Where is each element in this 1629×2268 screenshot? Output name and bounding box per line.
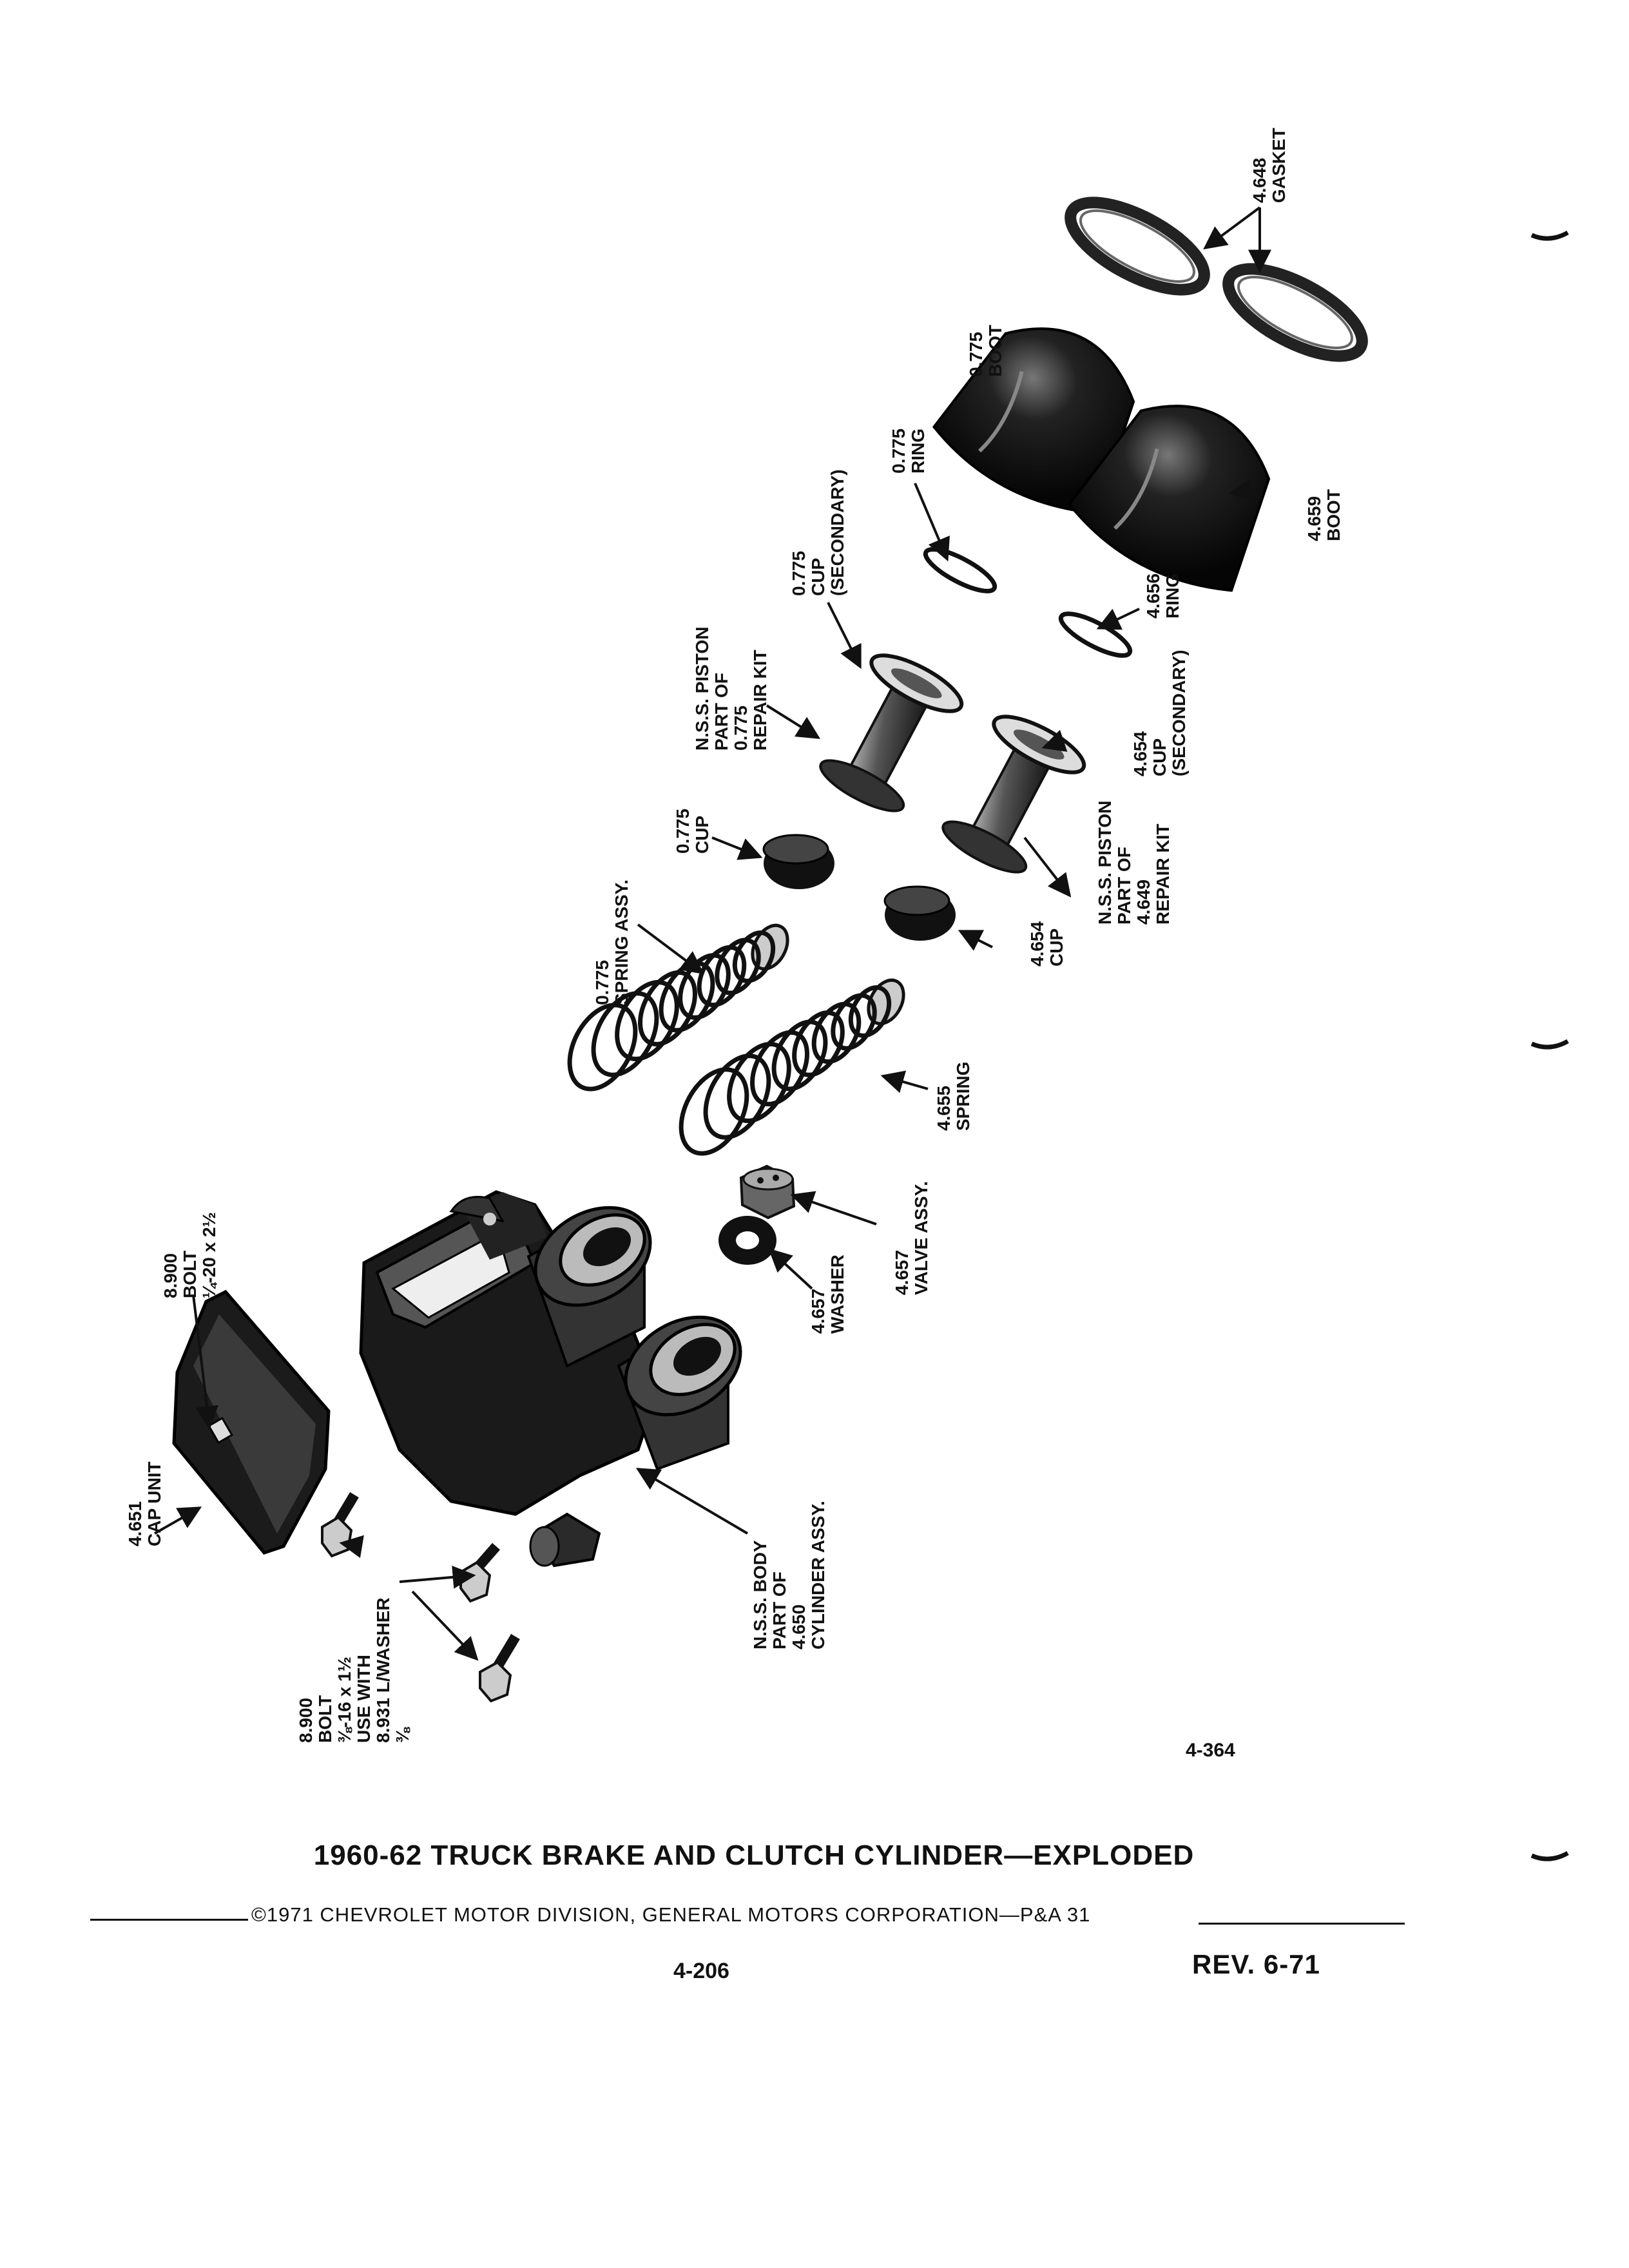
label-line: 4.655: [934, 1085, 954, 1131]
label-bolt-top: [161, 1212, 219, 1298]
label-spring-4655: [934, 1062, 973, 1131]
label-line: VALVE ASSY.: [911, 1181, 931, 1295]
label-cup-0775: [673, 809, 712, 854]
label-line: 0.775: [789, 550, 809, 596]
page-title: 1960-62 TRUCK BRAKE AND CLUTCH CYLINDER—EXPLODED: [313, 1840, 1195, 1871]
label-line: 4.650: [789, 1604, 809, 1649]
label-line: SPRING ASSY.: [612, 879, 631, 1005]
bolt-2: [461, 1546, 496, 1601]
label-line: CUP: [1150, 738, 1170, 776]
copyright-line: [90, 1902, 1327, 1930]
label-line: CYLINDER ASSY.: [808, 1501, 828, 1649]
edge-mark-3: [1530, 1849, 1569, 1869]
page-number: 4-206: [673, 1959, 729, 1983]
piston-upper: [811, 645, 969, 822]
label-line: 4.654: [1130, 731, 1150, 776]
label-line: 4.657: [808, 1288, 828, 1334]
label-line: 0.775: [592, 959, 612, 1005]
label-line: BOOT: [1324, 489, 1344, 541]
figure-number: 4-364: [1186, 1740, 1235, 1761]
label-line: REPAIR KIT: [1153, 823, 1173, 925]
label-line: CUP: [1046, 928, 1066, 966]
rule-right: [1199, 1923, 1405, 1925]
label-line: 4.659: [1304, 495, 1324, 541]
label-line: RING: [1162, 573, 1182, 619]
label-line: 0.775: [673, 808, 693, 854]
label-line: USE WITH: [354, 1655, 374, 1743]
label-line: 8.900: [160, 1253, 180, 1298]
label-line: 0.775: [966, 331, 986, 377]
label-line: CUP: [692, 815, 712, 854]
cup-lower: [885, 887, 956, 941]
spring-upper: [556, 919, 795, 1117]
label-line: ¼-20 x 2½: [199, 1212, 219, 1298]
label-piston-0775: [693, 627, 770, 751]
label-line: 8.931 L/WASHER: [373, 1597, 393, 1743]
label-line: BOOT: [985, 325, 1005, 377]
label-line: 0.775: [889, 428, 909, 474]
label-piston-4649: [1095, 801, 1173, 925]
bolt-3: [480, 1637, 516, 1701]
label-line: ⅜-16 x 1½: [334, 1657, 354, 1743]
label-line: PART OF: [769, 1571, 789, 1649]
gasket-upper: [1058, 185, 1217, 307]
label-boot-0775: [967, 325, 1005, 377]
label-line: REPAIR KIT: [750, 649, 770, 751]
label-valve-assy-4657: [892, 1181, 931, 1295]
label-line: ⅜: [392, 1727, 412, 1743]
label-line: CAP UNIT: [144, 1461, 164, 1546]
label-line: RING: [908, 428, 928, 474]
label-line: PART OF: [711, 673, 731, 751]
ring-upper: [921, 542, 1000, 599]
washer: [718, 1216, 776, 1265]
label-line: N.S.S. BODY: [750, 1540, 770, 1649]
label-cup-4654: [1028, 921, 1066, 966]
label-line: N.S.S. PISTON: [1095, 800, 1115, 925]
label-spring-assy-0775: [593, 879, 631, 1005]
label-line: 4.648: [1249, 157, 1269, 203]
cylinder-body: [361, 1188, 758, 1566]
edge-mark-1: [1530, 229, 1569, 248]
piston-lower: [934, 706, 1092, 883]
rule-left: [90, 1919, 248, 1921]
label-cup-secondary-0775: [789, 469, 847, 596]
gasket-lower: [1216, 251, 1374, 373]
label-line: 4.657: [892, 1249, 912, 1295]
label-line: 4.651: [125, 1501, 145, 1546]
label-ring-4656: [1144, 573, 1182, 619]
label-bolt-bottom: [296, 1597, 412, 1743]
valve-assembly: [741, 1166, 794, 1218]
bolt-1: [322, 1495, 354, 1556]
label-line: PART OF: [1114, 847, 1134, 925]
label-line: CUP: [808, 557, 828, 596]
revision-label: REV. 6-71: [1192, 1949, 1320, 1979]
label-line: N.S.S. PISTON: [692, 626, 712, 751]
label-line: (SECONDARY): [827, 469, 847, 596]
label-gasket-4648: [1250, 128, 1289, 203]
label-line: 4.649: [1133, 879, 1153, 925]
label-body-4650: [751, 1501, 828, 1649]
label-line: 4.656: [1143, 573, 1163, 619]
label-washer-4657: [809, 1254, 847, 1334]
label-ring-0775: [889, 428, 928, 474]
label-line: 0.775: [731, 705, 751, 751]
label-cap-unit-4651: [126, 1461, 164, 1546]
label-line: BOLT: [315, 1695, 335, 1743]
copyright-text: ©1971 CHEVROLET MOTOR DIVISION, GENERAL MOTORS CORPORATION—P&A 31: [251, 1903, 1091, 1926]
edge-mark-2: [1530, 1037, 1569, 1057]
label-line: (SECONDARY): [1169, 649, 1189, 776]
ring-lower: [1056, 606, 1135, 663]
label-line: 4.654: [1027, 921, 1047, 966]
label-line: GASKET: [1269, 128, 1289, 203]
label-line: WASHER: [827, 1254, 847, 1334]
label-line: 8.900: [296, 1697, 316, 1743]
label-boot-4659: [1305, 489, 1344, 541]
label-line: BOLT: [180, 1250, 200, 1298]
label-cup-secondary-4654: [1131, 649, 1189, 776]
label-line: SPRING: [953, 1061, 973, 1131]
cup-upper: [764, 835, 834, 889]
